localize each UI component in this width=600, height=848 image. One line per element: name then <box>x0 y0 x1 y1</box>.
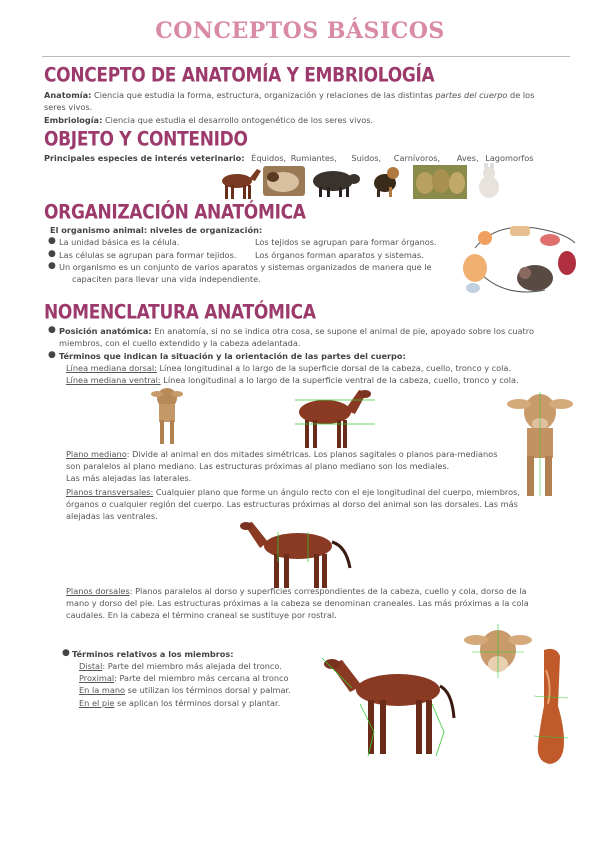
section-heading-anatomia: CONCEPTO DE ANATOMÍA Y EMBRIOLOGÍA <box>44 64 435 87</box>
horse-transverse-image <box>238 512 364 590</box>
species-images <box>213 163 513 201</box>
species-aves: Aves, <box>456 153 479 163</box>
proximal-label: Proximal <box>79 673 115 683</box>
title-rule <box>42 56 570 57</box>
lmv-text: Línea longitudinal a lo largo de la superficie ventral de la cabeza, cuello, tronco y cola. <box>160 375 519 385</box>
org-bullet-3-cont: capaciten para llevar una vida independiente. <box>72 274 261 284</box>
species-rumiantes: Rumiantes, <box>290 153 337 163</box>
pm-text: : Divide al animal en dos mitades simétricas. Los planos sagitales o planos para-medianos <box>126 449 498 459</box>
pd-text: : Planos paralelos al dorso y superficies correspondientes de la cabeza, cuello y cola, dorso de la <box>129 586 527 596</box>
posicion-text: En anatomía, si no se indica otra cosa, se supone el animal de pie, apoyado sobre los cuatro <box>151 326 534 336</box>
bullet: ● <box>62 648 70 658</box>
pt-label: Planos transversales: <box>66 487 154 497</box>
pie-text: se aplican los términos dorsal y plantar. <box>114 698 281 708</box>
org-bullet-2-right: Los órganos forman aparatos y sistemas. <box>255 250 424 260</box>
terms-heading: Términos que indican la situación y la orientación de las partes del cuerpo: <box>59 351 406 361</box>
pd-line2: mano y dorso del pie. Las estructuras próximas a la cabeza se denominan craneales. Las más próximas a la cola <box>66 598 529 608</box>
pm-line3: Las más alejadas las laterales. <box>66 473 192 483</box>
lmd-text: Línea longitudinal a lo largo de la superficie dorsal de la cabeza, cuello, tronco y cola. <box>156 363 512 373</box>
anatomia-text: Ciencia que estudia la forma, estructura, organización y relaciones de las distintas <box>91 90 436 100</box>
chicken-image <box>413 165 467 199</box>
en-el-pie <box>79 697 280 709</box>
pd-label: Planos dorsales <box>66 586 130 596</box>
pm-label: Plano mediano <box>66 449 127 459</box>
org-bullet-1-right: Los tejidos se agrupan para formar órganos. <box>255 237 437 247</box>
calf-front-large-image <box>499 390 581 498</box>
pt-line3: alejadas las ventrales. <box>66 511 158 521</box>
posicion-line2: miembros, con el cuello extendido y la cabeza adelantada. <box>59 338 301 348</box>
species-lagomorfos: Lagomorfos <box>485 153 534 163</box>
calf-front-image <box>145 386 190 446</box>
pt-line2: órganos o cualquier región del cuerpo. Las estructuras próximas al dorso del animal son las dorsales. Las más <box>66 499 518 509</box>
lmv-label: Línea mediana ventral: <box>66 375 161 385</box>
species-carnivoros: Carnívoros, <box>393 153 441 163</box>
org-bullet-2: Las células se agrupan para formar tejidos. <box>59 250 237 260</box>
pm-line2: son paralelos al plano mediano. Las estructuras próximas al plano mediano son los mediales. <box>66 461 450 471</box>
proximal-text: : Parte del miembro más cercana al tronco <box>114 673 289 683</box>
pd-line3: caudales. En la cabeza el término craneal se sustituye por rostral. <box>66 610 337 620</box>
section-heading-organizacion: ORGANIZACIÓN ANATÓMICA <box>44 201 306 224</box>
anatomia-label: Anatomía: <box>44 90 92 100</box>
organizacion-subheading: El organismo animal: niveles de organización: <box>50 225 263 235</box>
horse-lateral-image <box>285 384 381 450</box>
pie-label: En el pie <box>79 698 115 708</box>
proximal <box>79 672 289 684</box>
embriologia-text: Ciencia que estudia el desarrollo ontogenético de los seres vivos. <box>102 115 374 125</box>
organization-diagram <box>455 218 585 303</box>
anatomia-end: de los <box>507 90 535 100</box>
mano-text: se utilizan los términos dorsal y palmar. <box>125 685 291 695</box>
hoof-limb-image <box>530 646 572 768</box>
linea-mediana-dorsal <box>66 362 511 374</box>
org-bullet-3: Un organismo es un conjunto de varios aparatos y sistemas organizados de manera que le <box>59 262 432 272</box>
cow-image <box>263 166 305 196</box>
section-heading-objeto: OBJETO Y CONTENIDO <box>44 128 248 151</box>
horse-limbs-image <box>312 648 476 760</box>
distal-text: : Parte del miembro más alejada del tronco. <box>102 661 282 671</box>
bullet: ● <box>48 261 56 271</box>
distal <box>79 660 282 672</box>
org-bullet-1: La unidad básica es la célula. <box>59 237 180 247</box>
embriologia-label: Embriología: <box>44 115 103 125</box>
plano-mediano <box>66 448 506 484</box>
horse-image <box>222 169 261 199</box>
bullet: ● <box>48 249 56 259</box>
pig-image <box>313 171 360 197</box>
en-la-mano <box>79 684 291 696</box>
mano-label: En la mano <box>79 685 126 695</box>
bullet: ● <box>48 350 56 360</box>
lmd-label: Línea mediana dorsal: <box>66 363 157 373</box>
embriologia-definition <box>44 114 564 126</box>
species-equidos: Équidos, <box>251 153 287 163</box>
rabbit-image <box>479 163 499 198</box>
posicion-label: Posición anatómica: <box>59 326 152 336</box>
pt-text: Cualquier plano que forme un ángulo recto con el eje longitudinal del cuerpo, miembros, <box>153 487 520 497</box>
distal-label: Distal <box>79 661 103 671</box>
miembros-heading: Términos relativos a los miembros: <box>72 649 234 659</box>
species-label: Principales especies de interés veterinario: <box>44 153 245 163</box>
posicion-anatomica <box>59 325 579 349</box>
bullet: ● <box>48 325 56 335</box>
species-suidos: Suidos, <box>351 153 382 163</box>
anatomia-italic: partes del cuerpo <box>435 90 508 100</box>
dog-image <box>374 167 399 197</box>
page-title: CONCEPTOS BÁSICOS <box>155 18 445 44</box>
anatomia-definition <box>44 89 564 113</box>
bullet: ● <box>48 236 56 246</box>
anatomia-line2: seres vivos. <box>44 102 93 112</box>
planos-dorsales <box>66 585 528 621</box>
section-heading-nomenclatura: NOMENCLATURA ANATÓMICA <box>44 301 316 324</box>
